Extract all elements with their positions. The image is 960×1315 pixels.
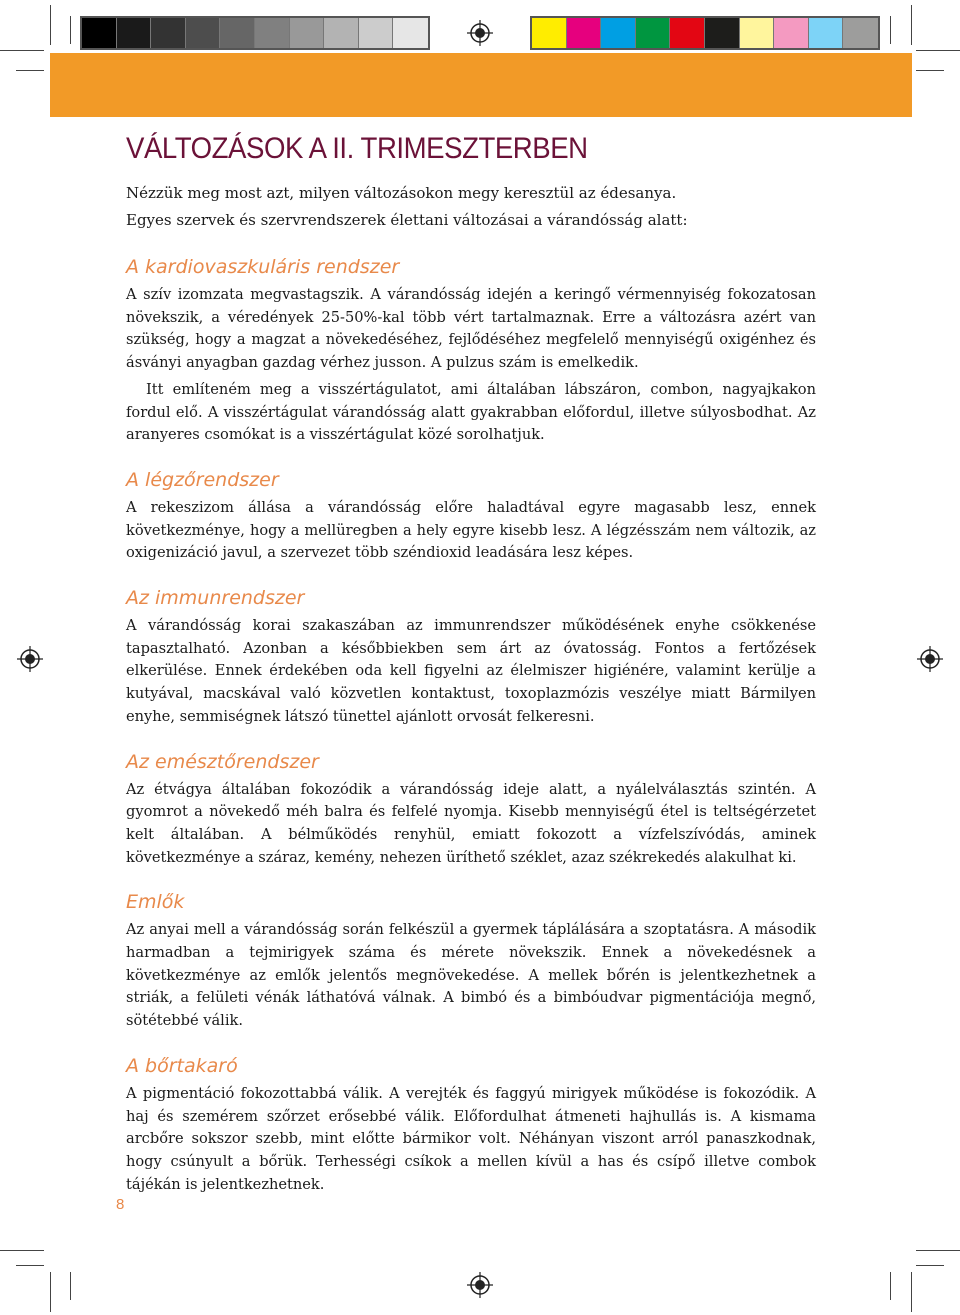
section-heading: Emlők [126, 891, 185, 914]
crop-mark [916, 1250, 960, 1251]
color-swatch [636, 18, 671, 48]
section-paragraph: A rekeszizom állása a várandósság előre haladtával egyre magasabb lesz, ennek következménye, hogy a mellüregben a hely egyre kisebb lesz. A légzésszám nem változik, az oxigenizáció javul, a szervezet több széndioxid leadására lesz képes. [126, 498, 816, 562]
crop-mark [70, 16, 71, 44]
crop-mark [916, 70, 944, 71]
color-swatch [774, 18, 809, 48]
section-heading: A légzőrendszer [126, 468, 279, 491]
section-cardiovascular [126, 256, 816, 447]
intro-block [126, 180, 816, 234]
crop-mark [0, 1250, 44, 1251]
section-immune [126, 587, 816, 729]
color-swatch [186, 18, 221, 48]
registration-mark-icon [917, 646, 943, 672]
page-content [126, 132, 816, 1196]
section-heading: A kardiovaszkuláris rendszer [126, 256, 400, 278]
section-paragraph: A várandósság korai szakaszában az immunrendszer működésének enyhe csökkenése tapasztalható. Azonban a későbbiekben sem árt az óvatosság. Fontos a fertőzések elkerülése. Ennek érdekében oda kell figyelni az élelmiszer higiénére, valamint kerülje a kutyával, macskával való közvetlen kontaktust, toxoplazmózis veszélye miatt Bármilyen enyhe, semmiségnek látszó tünettel ajánlott orvosát felkeresni. [126, 617, 816, 725]
color-swatch [705, 18, 740, 48]
crop-mark [50, 5, 51, 45]
color-swatch [220, 18, 255, 48]
section-digestive [126, 751, 816, 870]
section-paragraph: Az étvágya általában fokozódik a várandósság ideje alatt, a nyálelválasztás szintén. A gyomrot a növekedő méh balra és felfelé nyomja. Kisebb mennyiségű étel is teltségérzetet kelt általában. A bélműködés renyhül, emiatt fokozott a vízfelszívódás, aminek következménye a száraz, kemény, nehezen üríthető széklet, azaz székrekedés alakulhat ki. [126, 780, 816, 866]
section-heading: Az immunrendszer [126, 587, 305, 610]
grayscale-bar [80, 16, 430, 50]
crop-mark [890, 1272, 891, 1300]
crop-mark [916, 1265, 944, 1266]
color-swatch [82, 18, 117, 48]
color-swatch [290, 18, 325, 48]
color-swatch [843, 18, 878, 48]
section-heading: Az emésztőrendszer [126, 750, 319, 773]
color-swatch [151, 18, 186, 48]
section-paragraph: A szív izomzata megvastagszik. A várandósság idején a keringő vérmennyiség fokozatosan növekszik, a véredények 25-50%-kal több vért tartalmaznak. Erre a változásra azért van szükség, hogy a magzat a növekedéséhez, fejlődéséhez megfelelő mennyiségű oxigénhez és ásványi anyagban gazdag vérhez jusson. A pulzus szám is emelkedik. [126, 286, 816, 372]
section-skin [126, 1055, 816, 1197]
intro-line: Nézzük meg most azt, milyen változásokon megy keresztül az édesanya. [126, 184, 677, 202]
color-swatch [255, 18, 290, 48]
color-swatch [324, 18, 359, 48]
crop-mark [16, 70, 44, 71]
color-swatch [809, 18, 844, 48]
crop-mark [0, 50, 44, 51]
process-color-bar [530, 16, 880, 50]
crop-mark [916, 50, 960, 51]
crop-mark [911, 1272, 912, 1312]
color-swatch [393, 18, 428, 48]
section-paragraph: A pigmentáció fokozottabbá válik. A verejték és faggyú mirigyek működése is fokozódik. A haj és szemérem szőrzet erősebbé válik. Előfordulhat átmeneti hajhullás is. A kismama arcbőre sokszor szebb, mint előtte bármikor volt. Néhányan viszont arról panaszkodnak, hogy csúnyult a bőrük. Terhességi csíkok a mellen kívül a has és csípő illetve combok tájékán is jelentkezhetnek. [126, 1084, 816, 1193]
page-title: VÁLTOZÁSOK A II. TRIMESZTERBEN [126, 132, 588, 165]
registration-mark-icon [467, 20, 493, 46]
registration-mark-icon [467, 1272, 493, 1298]
section-respiratory [126, 469, 816, 565]
color-swatch [670, 18, 705, 48]
header-band [50, 53, 912, 117]
color-swatch [740, 18, 775, 48]
registration-mark-icon [17, 646, 43, 672]
color-swatch [117, 18, 152, 48]
section-paragraph: Itt említeném meg a visszértágulatot, ami általában lábszáron, combon, nagyajkakon fordul elő. A visszértágulat várandósság alatt gyakrabban előfordul, illetve súlyosbodhat. Az aranyeres csomókat is a visszértágulat közé sorolhatjuk. [126, 380, 816, 444]
crop-mark [911, 5, 912, 45]
page-number: 8 [116, 1196, 125, 1213]
crop-mark [70, 1272, 71, 1300]
crop-mark [50, 1272, 51, 1312]
section-breasts [126, 891, 816, 1033]
crop-mark [890, 16, 891, 44]
crop-mark [16, 1265, 44, 1266]
color-swatch [567, 18, 602, 48]
intro-line: Egyes szervek és szervrendszerek élettani változásai a várandósság alatt: [126, 211, 688, 229]
section-paragraph: Az anyai mell a várandósság során felkészül a gyermek táplálására a szoptatásra. A második harmadban a tejmirigyek száma és mérete növekszik. Ennek a növekedésnek a következménye az emlők jelentős megnövekedése. A mellek bőrén is jelentkezhetnek a striák, a felületi vénák láthatóvá válnak. A bimbó és a bimbóudvar pigmentációja megnő, sötétebbé válik. [126, 921, 816, 1030]
color-swatch [601, 18, 636, 48]
color-swatch [359, 18, 394, 48]
color-swatch [532, 18, 567, 48]
section-heading: A bőrtakaró [126, 1054, 238, 1077]
